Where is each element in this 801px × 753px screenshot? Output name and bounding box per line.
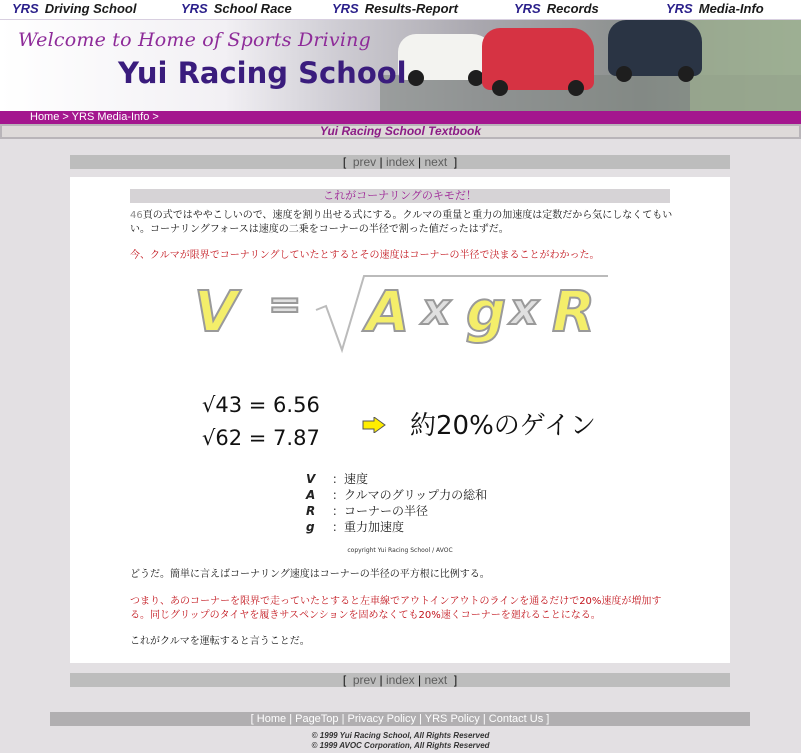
formula-g: g [466,280,507,345]
legend-symbol: g [306,520,315,534]
prev-link[interactable]: prev [352,673,377,687]
banner-car-white [398,34,494,80]
yrs-brand-mark: YRS [332,1,359,16]
copyright-yrs: © 1999 Yui Racing School, All Rights Reserved [311,731,490,740]
nav-label: Results-Report [364,1,458,16]
image-copyright: copyright Yui Racing School / AVOC [347,547,453,554]
formula-times-1: x [422,284,451,335]
legend-symbol: R [306,504,316,518]
pager-bracket: ] [453,155,458,169]
paragraph-2: 今、クルマが限界でコーナリングしていたとするとその速度はコーナーの半径で決まることがわかった。 [130,250,600,261]
content-heading: これがコーナリングのキモだ！ [130,189,670,203]
pager-bracket: [ [342,673,347,687]
legend-row [306,487,487,503]
breadcrumb-bar [0,111,801,124]
pager-separator: | [418,155,422,169]
paragraph-3: どうだ。簡単に言えばコーナリング速度はコーナーの半径の平方根に比例する。 [130,569,490,580]
yrs-brand-mark: YRS [181,1,208,16]
index-link[interactable]: index [385,155,415,169]
legend-description: ：重力加速度 [332,520,405,534]
footer-contact-link[interactable]: Contact Us [488,713,544,725]
pager-bracket: ] [453,673,458,687]
arrow-right-icon [362,417,386,433]
gain-text: 約20%のゲイン [410,411,596,441]
legend-symbol: V [306,472,316,486]
legend-description: ：コーナーの半径 [332,504,429,518]
legend-symbol: A [306,488,316,502]
nav-label: School Race [213,1,292,16]
banner-school-name: Yui Racing School [118,56,407,90]
formula-a: A [366,280,410,345]
nav-label: Driving School [44,1,137,16]
formula-image [188,272,618,354]
root-62-result: √62 = 7.87 [202,426,320,450]
top-nav [0,0,801,20]
copyright-avoc: © 1999 AVOC Corporation, All Rights Reserved [311,741,490,750]
nav-label: Records [546,1,599,16]
banner-car-red [482,28,594,90]
root-calculations [202,393,320,459]
nav-driving-school[interactable] [12,1,136,16]
footer-bracket: [ [250,713,254,725]
legend-description: ：クルマのグリップ力の総和 [332,488,488,502]
yrs-brand-mark: YRS [514,1,541,16]
banner-grass [690,20,801,111]
pager-separator: | [379,673,383,687]
pager-separator: | [418,673,422,687]
formula-equals: = [268,282,302,328]
footer-pagetop-link[interactable]: PageTop [295,713,339,725]
breadcrumb[interactable]: Home > YRS Media-Info > [30,111,159,123]
pager-separator: | [379,155,383,169]
formula-times-2: x [510,284,539,335]
section-title: Yui Racing School Textbook [0,124,801,139]
next-link[interactable]: next [424,155,448,169]
formula-r: R [552,280,596,345]
footer-separator: | [341,713,345,725]
pager-bracket: [ [342,155,347,169]
footer-separator: | [419,713,422,725]
paragraph-1 [130,209,675,237]
nav-school-race[interactable] [181,1,292,16]
nav-media-info[interactable] [666,1,764,16]
footer-yrs-policy-link[interactable]: YRS Policy [424,713,480,725]
nav-results-report[interactable] [332,1,458,16]
yrs-brand-mark: YRS [666,1,693,16]
header-banner [0,20,801,111]
nav-records[interactable] [514,1,599,16]
footer-separator: | [482,713,486,725]
banner-car-dark [608,20,702,76]
variable-legend [306,471,487,535]
paragraph-4: つまり、あのコーナーを限界で走っていたとすると左車線でアウトインアウトのラインを通るだけで20%速度が増加する。同じグリップのタイヤを履きサスペンションを固めなくても20%速くコーナーを廻れることになる。 [130,596,662,621]
page-number: 46 [130,210,143,221]
yrs-brand-mark: YRS [12,1,39,16]
nav-label: Media-Info [698,1,764,16]
prev-link[interactable]: prev [352,155,377,169]
index-link[interactable]: index [385,673,415,687]
paragraph-1-text: 頁の式ではややこしいので、速度を割り出せる式にする。クルマの重量と重力の加速度は定数だから気にしなくてもいい。コーナリングフォースは速度の二乗をコーナーの半径で割った値だったはずだ。 [130,210,673,235]
formula-v: V [194,280,238,345]
pager-top [70,155,730,169]
footer-links [50,712,750,726]
legend-description: ：速度 [332,472,369,486]
root-43-result: √43 = 6.56 [202,393,320,417]
footer-home-link[interactable]: Home [256,713,287,725]
legend-row [306,471,487,487]
banner-welcome: Welcome to Home of Sports Driving [18,29,371,51]
footer-separator: | [289,713,293,725]
legend-row [306,503,487,519]
pager-bottom [70,673,730,687]
content-panel [70,177,730,663]
legend-row [306,519,487,535]
footer-bracket: ] [546,713,550,725]
next-link[interactable]: next [424,673,448,687]
footer-privacy-link[interactable]: Privacy Policy [347,713,416,725]
paragraph-5: これがクルマを運転すると言うことだ。 [130,636,310,647]
